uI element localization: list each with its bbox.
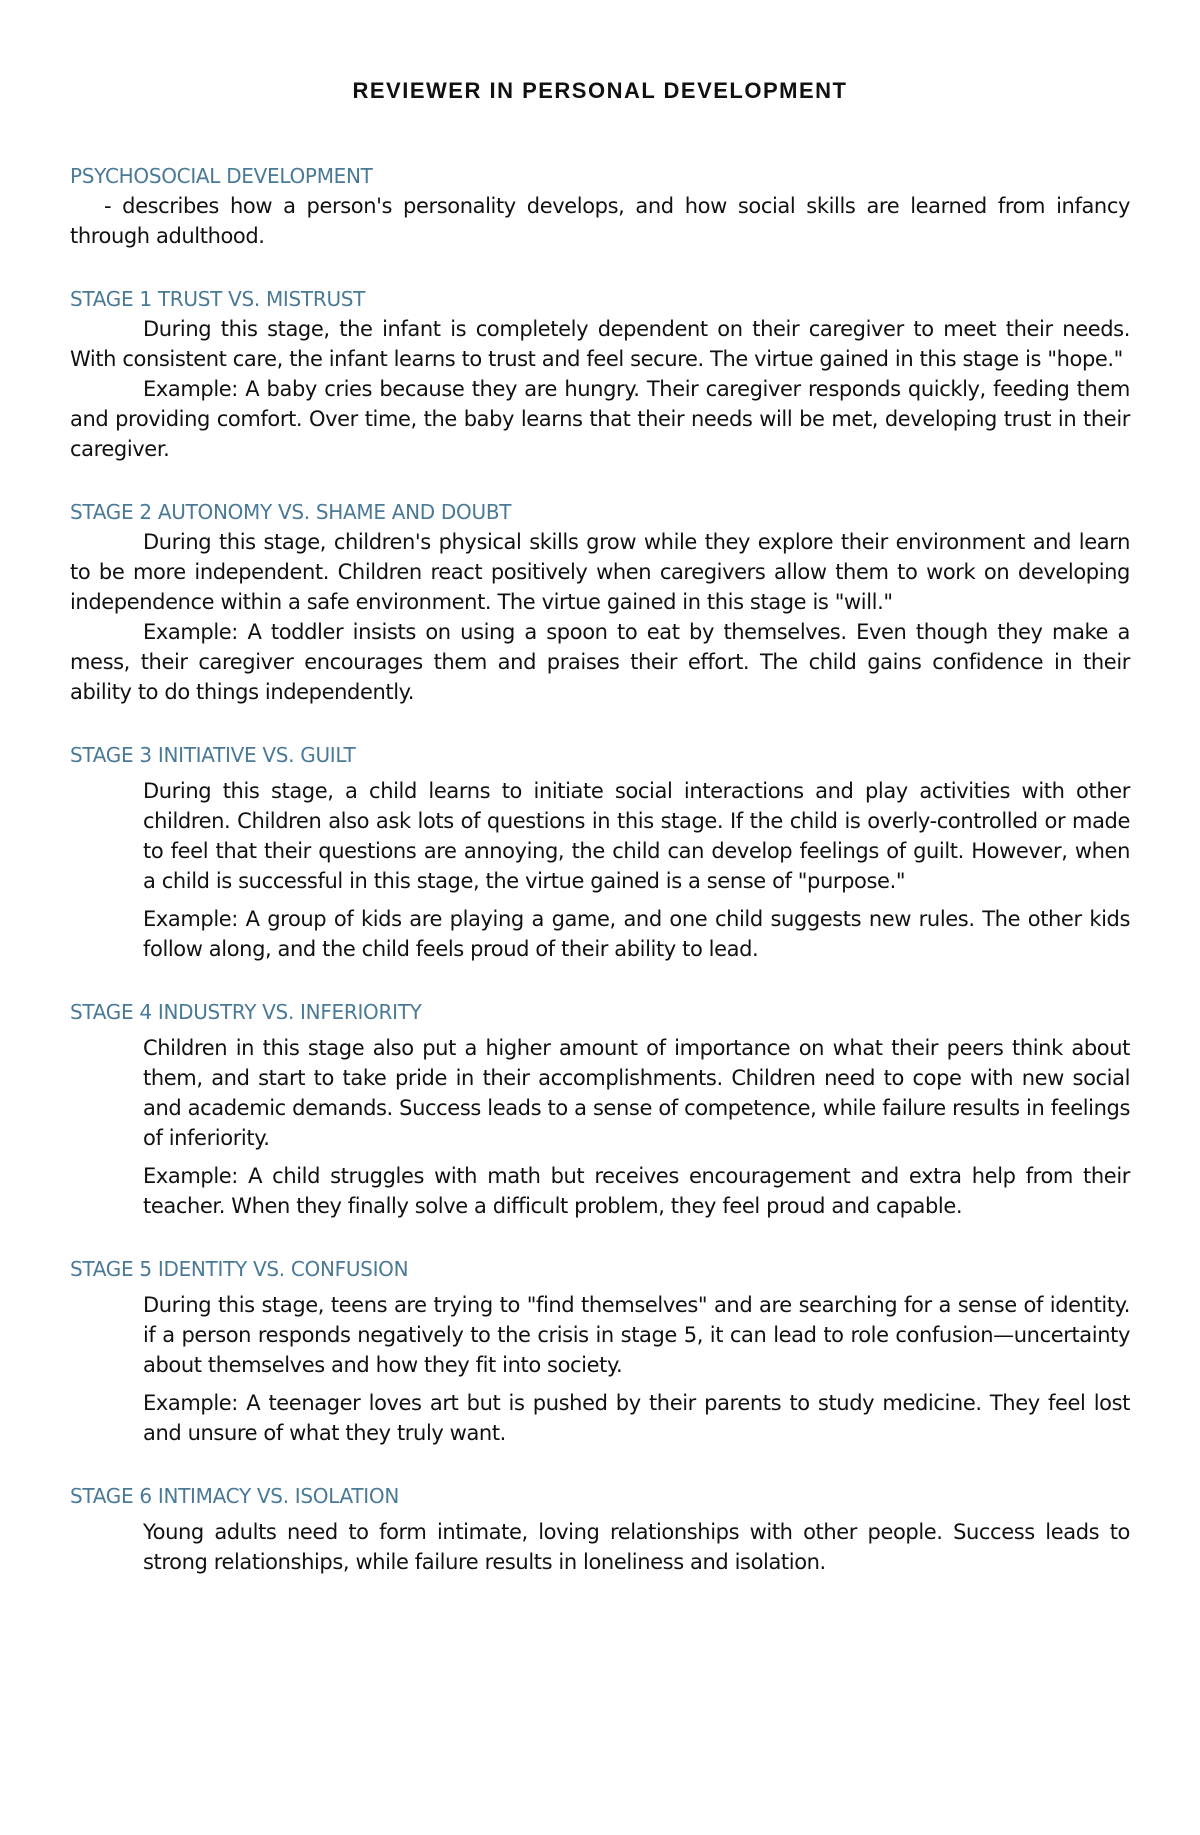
section-heading: PSYCHOSOCIAL DEVELOPMENT: [70, 164, 373, 188]
section-stage-6: [70, 1481, 1130, 1577]
section-stage-2: [70, 497, 1130, 707]
stage-description: During this stage, the infant is completely dependent on their caregiver to meet their needs. With consistent care, the infant learns to trust and feel secure. The virtue gained in this stage is "hope.": [70, 317, 1130, 371]
stage-example: Example: A teenager loves art but is pushed by their parents to study medicine. They feel lost and unsure of what they truly want.: [143, 1391, 1130, 1445]
stage-description: During this stage, children's physical skills grow while they explore their environment and learn to be more independent. Children react positively when caregivers allow them to work on developing independence within a safe environment. The virtue gained in this stage is "will.": [70, 530, 1130, 614]
document-title: REVIEWER IN PERSONAL DEVELOPMENT: [352, 78, 848, 103]
stage-description: Children in this stage also put a higher amount of importance on what their peers think about them, and start to take pride in their accomplishments. Children need to cope with new social and academic demands. Success leads to a sense of competence, while failure results in feelings of inferiority.: [143, 1036, 1130, 1150]
stage-heading: STAGE 6 INTIMACY VS. ISOLATION: [70, 1484, 399, 1508]
stage-example: Example: A baby cries because they are hungry. Their caregiver responds quickly, feeding them and providing comfort. Over time, the baby learns that their needs will be met, developing trust in their caregiver.: [70, 377, 1130, 461]
section-stage-5: [70, 1254, 1130, 1448]
stage-heading: STAGE 3 INITIATIVE VS. GUILT: [70, 743, 356, 767]
stage-heading: STAGE 2 AUTONOMY VS. SHAME AND DOUBT: [70, 500, 512, 524]
stage-example: Example: A group of kids are playing a game, and one child suggests new rules. The other kids follow along, and the child feels proud of their ability to lead.: [143, 907, 1130, 961]
section-stage-1: [70, 284, 1130, 464]
stage-example: Example: A child struggles with math but receives encouragement and extra help from their teacher. When they finally solve a difficult problem, they feel proud and capable.: [143, 1164, 1130, 1218]
stage-heading: STAGE 5 IDENTITY VS. CONFUSION: [70, 1257, 409, 1281]
stage-description: During this stage, a child learns to initiate social interactions and play activities with other children. Children also ask lots of questions in this stage. If the child is overly-controlled or made to feel that their questions are annoying, the child can develop feelings of guilt. However, when a child is successful in this stage, the virtue gained is a sense of "purpose.": [143, 779, 1130, 893]
stage-description: During this stage, teens are trying to "find themselves" and are searching for a sense of identity. if a person responds negatively to the crisis in stage 5, it can lead to role confusion—uncertainty about themselves and how they fit into society.: [143, 1293, 1130, 1377]
stage-description: Young adults need to form intimate, loving relationships with other people. Success leads to strong relationships, while failure results in loneliness and isolation.: [143, 1520, 1130, 1574]
section-stage-4: [70, 997, 1130, 1221]
stage-heading: STAGE 4 INDUSTRY VS. INFERIORITY: [70, 1000, 422, 1024]
section-stage-3: [70, 740, 1130, 964]
section-psychosocial-development: [70, 161, 1130, 251]
stage-heading: STAGE 1 TRUST VS. MISTRUST: [70, 287, 366, 311]
definition-paragraph: - describes how a person's personality develops, and how social skills are learned from infancy through adulthood.: [70, 194, 1130, 248]
stage-example: Example: A toddler insists on using a spoon to eat by themselves. Even though they make a mess, their caregiver encourages them and praises their effort. The child gains confidence in their ability to do things independently.: [70, 620, 1130, 704]
